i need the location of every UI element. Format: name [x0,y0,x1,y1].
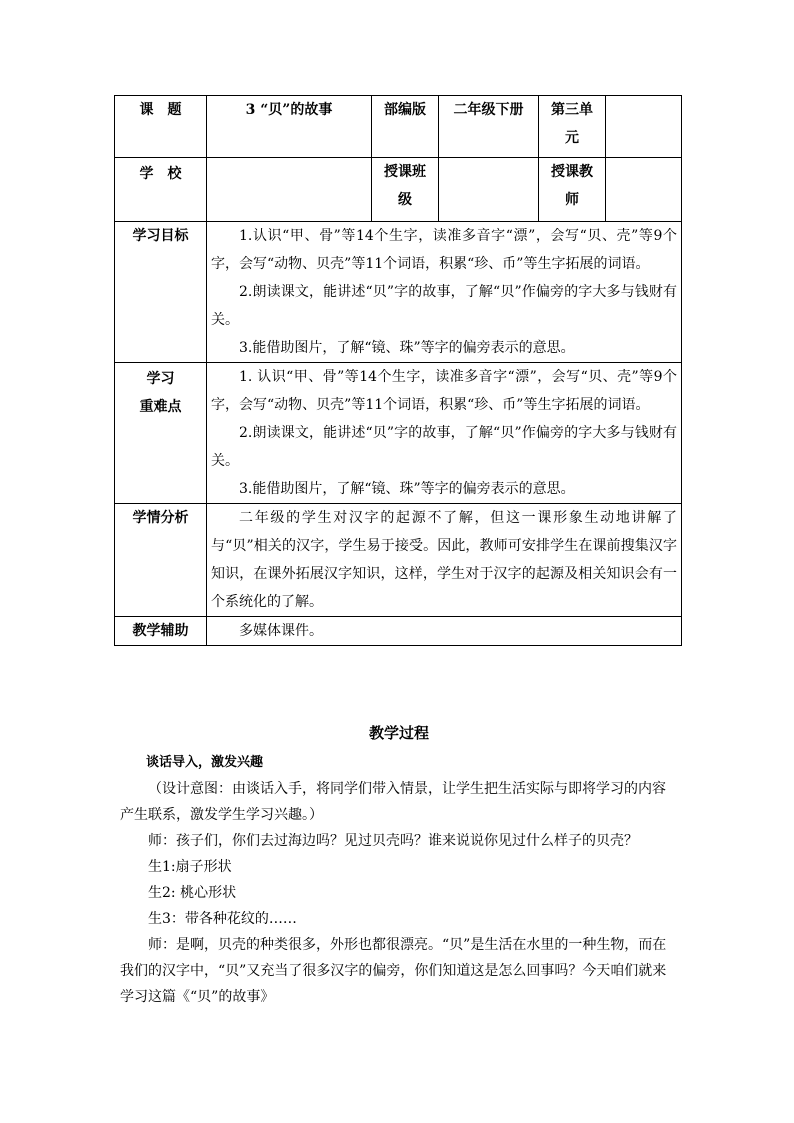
teaching-process [120,722,678,1010]
topic-label: 课 题 [115,96,207,158]
process-paragraph: 师：孩子们，你们去过海边吗？见过贝壳吗？谁来说说你见过什么样子的贝壳？ [148,833,638,849]
aids-label: 教学辅助 [115,617,207,646]
teacher-label-line-2: 师 [565,192,579,208]
topic-row [115,96,682,158]
key-points-label [115,363,207,504]
aids-row [115,617,682,646]
key-points-content [207,363,682,504]
class-label [372,158,439,222]
teacher-value [606,158,682,222]
unit-line-2: 元 [565,130,579,146]
teacher-label [539,158,606,222]
key-points-row [115,363,682,504]
school-row [115,158,682,222]
key-point-item: 3.能借助图片，了解“镜、珠”等字的偏旁表示的意思。 [239,481,575,497]
lesson-plan-table [114,95,682,646]
school-value [207,158,372,222]
section-heading: 谈话导入，激发兴趣 [146,755,264,770]
analysis-row [115,504,682,617]
key-points-label-line-1: 学习 [146,371,175,387]
teacher-label-line-1: 授课教 [551,164,593,180]
empty-cell [606,96,682,158]
process-paragraph: 生1:扇子形状 [148,859,232,875]
key-points-label-line-2: 重难点 [139,399,182,415]
process-paragraph: 师：是啊，贝壳的种类很多，外形也都很漂亮。“贝”是生活在水里的一种生物，而在我们的汉字中，“贝”又充当了很多汉字的偏旁，你们知道这是怎么回事吗？今天咱们就来学习这篇《“贝”的故事》 [120,937,667,1005]
process-paragraph: 生2: 桃心形状 [148,885,237,901]
objective-item: 3.能借助图片，了解“镜、珠”等字的偏旁表示的意思。 [239,340,575,356]
class-value [439,158,539,222]
aids-content [207,617,682,646]
edition-cell: 部编版 [372,96,439,158]
topic-value: 3 “贝”的故事 [207,96,372,158]
class-label-line-1: 授课班 [384,164,426,180]
school-label: 学 校 [115,158,207,222]
process-paragraph: 生3：带各种花纹的…… [148,911,297,927]
process-paragraph: （设计意图：由谈话入手，将同学们带入情景，让学生把生活实际与即将学习的内容产生联系，激发学生学习兴趣。） [120,781,666,823]
objectives-label: 学习目标 [115,222,207,363]
unit-cell [539,96,606,158]
analysis-content [207,504,682,617]
key-point-item: 2.朗读课文，能讲述“贝”字的故事，了解“贝”作偏旁的字大多与钱财有关。 [211,425,677,469]
analysis-text: 二年级的学生对汉字的起源不了解，但这一课形象生动地讲解了与“贝”相关的汉字，学生易于接受。因此，教师可安排学生在课前搜集汉字知识，在课外拓展汉字知识，这样，学生对于汉字的起源及相关知识会有一个系统化的了解。 [211,510,677,610]
unit-line-1: 第三单 [551,102,593,118]
objectives-row [115,222,682,363]
class-label-line-2: 级 [398,192,412,208]
analysis-label: 学情分析 [115,504,207,617]
process-title: 教学过程 [368,724,429,742]
objective-item: 1.认识“甲、骨”等14个生字，读准多音字“漂”，会写“贝、壳”等9个字，会写“动物、贝壳”等11个词语，积累“珍、币”等生字拓展的词语。 [211,228,677,272]
key-point-item: 1. 认识“甲、骨”等14个生字，读准多音字“漂”，会写“贝、壳”等9个字，会写“动物、贝壳”等11个词语，积累“珍、币”等生字拓展的词语。 [211,369,677,413]
aids-text: 多媒体课件。 [239,623,323,639]
objectives-content [207,222,682,363]
objective-item: 2.朗读课文，能讲述“贝”字的故事，了解“贝”作偏旁的字大多与钱财有关。 [211,284,677,328]
grade-cell: 二年级下册 [439,96,539,158]
